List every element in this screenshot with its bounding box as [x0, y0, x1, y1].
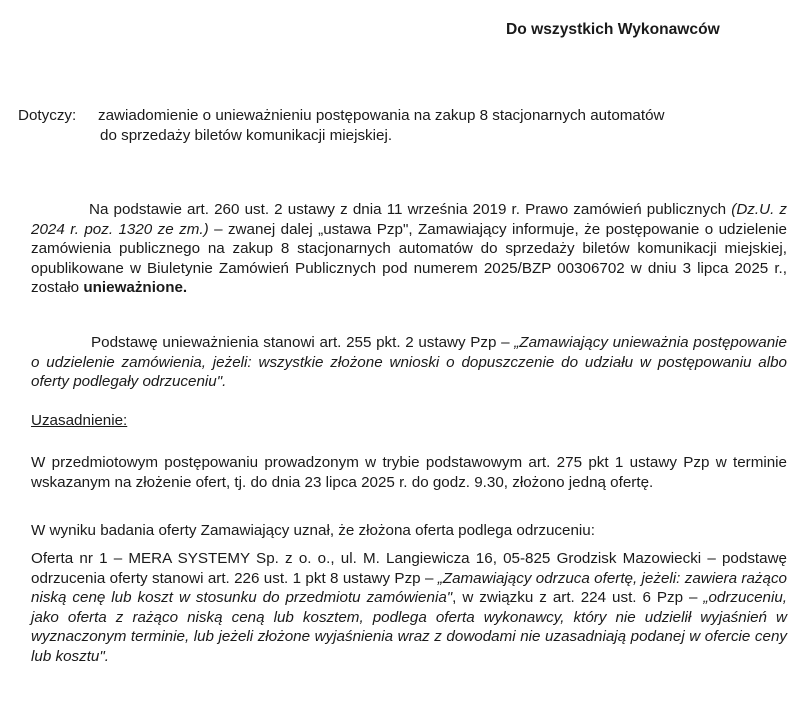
p2-text-a: Podstawę unieważnienia stanowi art. 255 pkt. 2 ustawy Pzp –	[91, 334, 515, 351]
addressee: Do wszystkich Wykonawców	[506, 21, 720, 38]
paragraph-evaluation: W wyniku badania oferty Zamawiający uznał, że złożona oferta podlega odrzuceniu:	[31, 522, 595, 539]
p5-text-b: , w związku z art. 224 ust. 6 Pzp –	[452, 589, 704, 607]
p5-text-a: Oferta nr 1 – MERA SYSTEMY Sp. z o. o., ul. M. Langiewicza 16, 05-825 Grodzisk Mazowiecki – podstawę odrzucenia oferty stanowi art. 226 ust. 1 pkt 8 ustawy Pzp –	[31, 550, 787, 587]
p5-quote-2: „odrzuceniu, jako oferta z rażąco niską ceną lub kosztem, podlega oferta wykonawcy, który nie udzielił wyjaśnień w wyznaczonym terminie, lub jeżeli złożone wyjaśnienia wraz z dowodami nie uzasadniają podanej w ofercie ceny lub kosztu".	[31, 589, 787, 665]
paragraph-legal-basis	[31, 333, 787, 392]
subject-line-2: do sprzedaży biletów komunikacji miejskiej.	[100, 126, 393, 144]
subject-label: Dotyczy:	[18, 107, 77, 124]
p2-quote: „Zamawiający unieważnia postępowanie o udzielenie zamówienia, jeżeli: wszystkie złożone wnioski o dopuszczenie do udziału w postępowaniu albo oferty podlegały odrzuceniu".	[31, 334, 787, 391]
justification-heading: Uzasadnienie:	[31, 412, 128, 429]
subject-block	[18, 106, 788, 145]
p1-bold-annulled: unieważnione.	[83, 279, 188, 297]
paragraph-annulment-notice	[31, 200, 787, 298]
paragraph-offer-rejection	[31, 549, 787, 667]
p1-text-a: Na podstawie art. 260 ust. 2 ustawy z dnia 11 września 2019 r. Prawo zamówień publicznych	[89, 201, 732, 218]
paragraph-offers-received: W przedmiotowym postępowaniu prowadzonym w trybie podstawowym art. 275 pkt 1 ustawy Pzp w terminie wskazanym na złożenie ofert, tj. do dnia 23 lipca 2025 r. do godz. 9.30, złożono jedną ofertę.	[31, 454, 787, 491]
p5-quote-1: „Zamawiający odrzuca ofertę, jeżeli: zawiera rażąco niską cenę lub koszt w stosunku do przedmiotu zamówienia"	[31, 569, 787, 607]
p1-legal-reference: (Dz.U. z 2024 r. poz. 1320 ze zm.)	[31, 201, 788, 238]
p1-text-b: – zwanej dalej „ustawa Pzp", Zamawiający informuje, że postępowanie o udzielenie zamówienia publicznego na zakup 8 stacjonarnych automatów do sprzedaży biletów komunikacji miejskiej, opublikowane w Biuletynie Zamówień Publicznych pod numerem 2025/BZP 00306702 w dniu 3 lipca 2025 r., zostało	[31, 220, 787, 297]
subject-line-1: zawiadomienie o unieważnieniu postępowania na zakup 8 stacjonarnych automatów	[98, 107, 665, 124]
